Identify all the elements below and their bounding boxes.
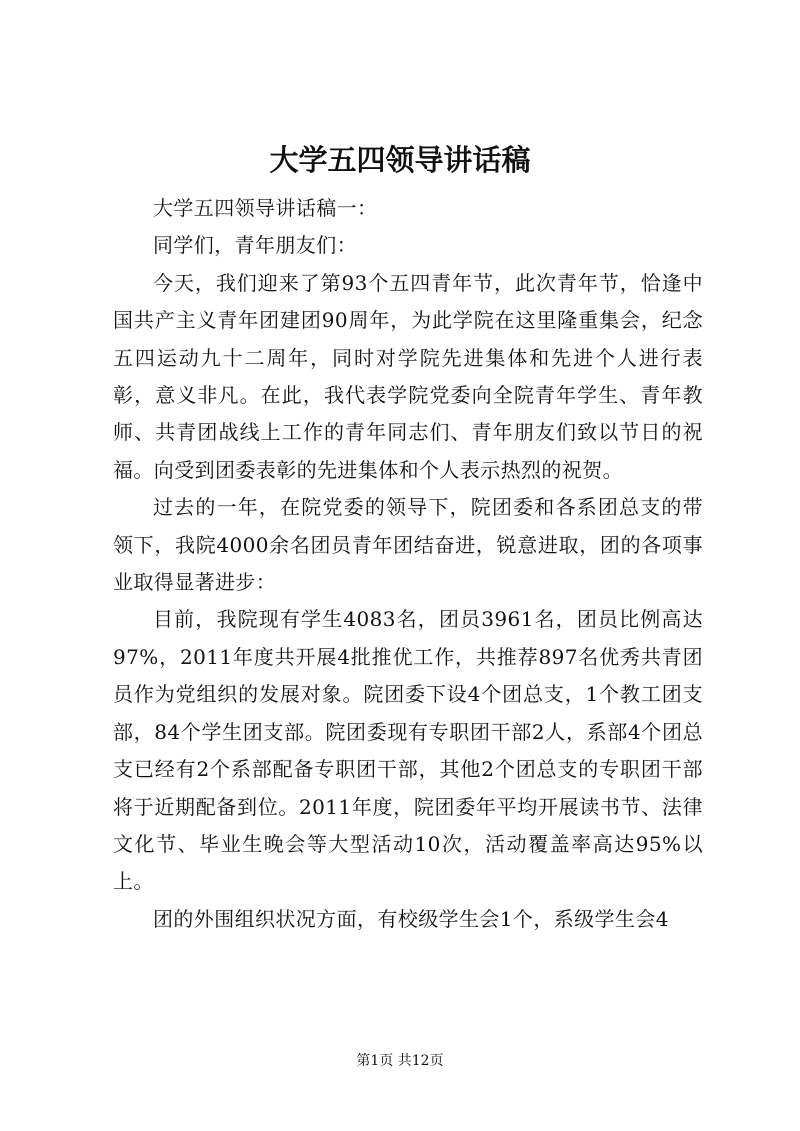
document-title: 大学五四领导讲话稿: [269, 143, 531, 177]
paragraph-salutation: 同学们，青年朋友们：: [153, 233, 357, 258]
paragraph-heading: 大学五四领导讲话稿一：: [153, 196, 378, 220]
document-body: [113, 190, 703, 938]
paragraph-organizations: 团的外围组织状况方面，有校级学生会1个，系级学生会4: [153, 906, 669, 931]
paragraph-statistics: 目前，我院现有学生4083名，团员3961名，团员比例高达97%，2011年度共开展4批推优工作，共推荐897名优秀共青团员作为党组织的发展对象。院团委下设4个团总支，1个教工团支部，84个学生团支部。院团委现有专职团干部2人，系部4个团总支已经有2个系部配备专职团干部，其他2个团总支的专职团干部将于近期配备到位。2011年度，院团委年平均开展读书节、法律文化节、毕业生晚会等大型活动10次，活动覆盖率高达95%以上。: [113, 607, 703, 894]
paragraph-past-year: 过去的一年，在院党委的领导下，院团委和各系团总支的带领下，我院4000余名团员青年团结奋进，锐意进取，团的各项事业取得显著进步：: [113, 495, 703, 595]
paragraph-opening: 今天，我们迎来了第93个五四青年节，此次青年节，恰逢中国共产主义青年团建团90周年，为此学院在这里隆重集会，纪念五四运动九十二周年，同时对学院先进集体和先进个人进行表彰，意义非凡。在此，我代表学院党委向全院青年学生、青年教师、共青团战线上工作的青年同志们、青年朋友们致以节日的祝福。向受到团委表彰的先进集体和个人表示热烈的祝贺。: [113, 270, 703, 482]
page-number-footer: 第1页 共12页: [356, 1053, 444, 1069]
